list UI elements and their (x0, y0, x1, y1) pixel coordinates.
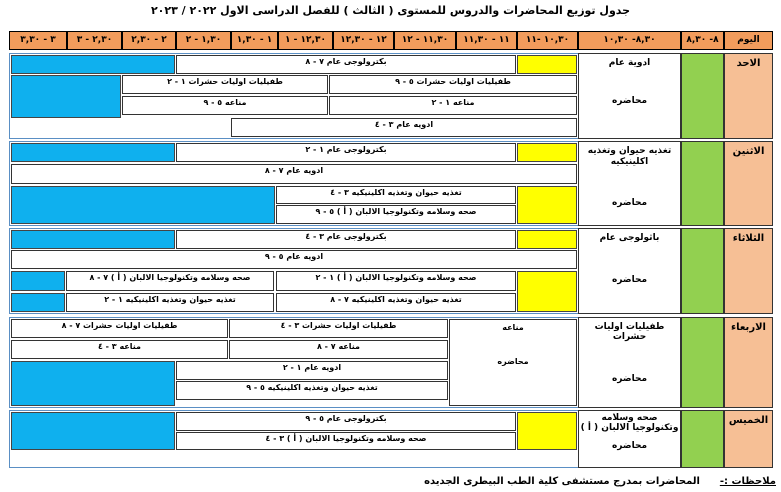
session-cell: تغذيه حيوان وتغذيه اكلينيكيه ١ - ٢ (66, 293, 274, 312)
free-slot (11, 412, 175, 450)
header-time: ٣ - ٣,٣٠ (9, 31, 67, 50)
day-label: الاحد (724, 53, 773, 139)
lecture-cell (449, 319, 577, 406)
session-cell: بكترولوجى عام ٧ - ٨ (176, 55, 516, 74)
free-slot (11, 230, 175, 249)
green-slot (681, 53, 724, 139)
header-time: ٢,٣٠ - ٣ (67, 31, 122, 50)
free-slot (11, 293, 65, 312)
lecture-label: محاضره (611, 96, 648, 106)
lecture-cell (578, 228, 681, 314)
lecture-label: محاضره (611, 198, 648, 208)
break-slot (517, 55, 577, 74)
header-time: ٨,٣٠- ١٠,٣٠ (578, 31, 681, 50)
break-slot (517, 143, 577, 162)
page-title: جدول توزيع المحاضرات والدروس للمستوى ( الثالث ) للفصل الدراسى الاول ٢٠٢٢ / ٢٠٢٣ (150, 4, 631, 17)
session-cell: ادويه عام ٧ - ٨ (11, 164, 577, 184)
free-slot (11, 271, 65, 291)
lecture-label: محاضره (497, 357, 529, 366)
session-cell: طفيليات اوليات حشرات ٥ - ٩ (329, 75, 577, 94)
break-slot (517, 412, 577, 450)
lecture-cell (578, 410, 681, 468)
free-slot (11, 55, 175, 74)
lecture-label: محاضره (611, 374, 648, 384)
header-time: ١١,٣٠ - ١٢ (394, 31, 456, 50)
green-slot (681, 141, 724, 226)
lecture-subject: مناعه (502, 323, 524, 332)
lecture-cell (578, 53, 681, 139)
header-time: ١٢ - ١٢,٣٠ (333, 31, 394, 50)
session-cell: مناعه ٧ - ٨ (229, 340, 448, 359)
lecture-subject: صحه وسلامه وتكنولوجيا الالبان ( أ ) (580, 413, 679, 433)
free-slot (11, 75, 121, 118)
header-time: ١,٣٠ - ٢ (176, 31, 231, 50)
lecture-subject: باثولوجى عام (599, 233, 660, 243)
day-label: الثلاثاء (724, 228, 773, 314)
session-cell: بكترولوجى عام ٥ - ٩ (176, 412, 516, 431)
day-label: الاربعاء (724, 317, 773, 408)
lecture-label: محاضره (611, 275, 648, 285)
free-slot (11, 143, 175, 162)
header-time: ١٠,٣٠ -١١ (517, 31, 578, 50)
lecture-subject: تغذيه حيوان وتغذيه اكلينيكيه (587, 146, 672, 167)
session-cell: صحه وسلامه وتكنولوجيا الالبان ( أ ) ٣ - ٤ (176, 432, 516, 450)
session-cell: صحه وسلامه وتكنولوجيا الالبان ( أ ) ٧ - ٨ (66, 271, 274, 291)
session-cell: بكترولوجى عام ١ - ٢ (176, 143, 516, 162)
day-label: الخميس (724, 410, 773, 468)
session-cell: صحه وسلامه وتكنولوجيا الالبان ( أ ) ٥ - ٩ (276, 205, 516, 224)
session-cell: تغذيه حيوان وتغذيه اكلينيكيه ٣ - ٤ (276, 186, 516, 204)
session-cell: تغذيه حيوان وتغذيه اكلينيكيه ٥ - ٩ (176, 381, 448, 400)
header-time: ٢ - ٢,٣٠ (122, 31, 176, 50)
lecture-subject: ادوية عام (608, 58, 651, 68)
session-cell: مناعه ١ - ٢ (329, 96, 577, 115)
notes-label: ملاحظات :- (719, 476, 776, 487)
lecture-label: محاضره (611, 441, 648, 451)
header-time: ٨- ٨,٣٠ (681, 31, 724, 50)
session-cell: ادويه عام ٥ - ٩ (11, 250, 577, 269)
session-cell: طفيليات اوليات حشرات ٧ - ٨ (11, 319, 228, 338)
header-time: ١٢,٣٠ - ١ (278, 31, 333, 50)
green-slot (681, 410, 724, 468)
lecture-cell (578, 141, 681, 226)
session-cell: طفيليات اوليات حشرات ٣ - ٤ (229, 319, 448, 338)
header-day: اليوم (724, 31, 773, 50)
session-cell: صحه وسلامه وتكنولوجيا الالبان ( أ ) ١ - ٢ (276, 271, 516, 291)
free-slot (11, 361, 175, 406)
free-slot (11, 186, 275, 224)
session-cell: بكترولوجى عام ٣ - ٤ (176, 230, 516, 249)
break-slot (517, 186, 577, 224)
header-time: ١ - ١,٣٠ (231, 31, 278, 50)
green-slot (681, 317, 724, 408)
green-slot (681, 228, 724, 314)
session-cell: مناعه ٥ - ٩ (122, 96, 328, 115)
lecture-cell (578, 317, 681, 408)
break-slot (517, 230, 577, 249)
session-cell: مناعه ٣ - ٤ (11, 340, 228, 359)
session-cell: طفيليات اوليات حشرات ١ - ٢ (122, 75, 328, 94)
break-slot (517, 271, 577, 312)
header-time: ١١ - ١١,٣٠ (456, 31, 517, 50)
session-cell: ادويه عام ٣ - ٤ (231, 118, 577, 137)
day-label: الاثنين (724, 141, 773, 226)
session-cell: تغذيه حيوان وتغذيه اكلينيكيه ٧ - ٨ (276, 293, 516, 312)
lecture-subject: طفيليات اوليات حشرات (594, 322, 665, 342)
notes-text: المحاضرات بمدرج مستشفى كلية الطب البيطرى الجديده (424, 476, 700, 487)
session-cell: ادويه عام ١ - ٢ (176, 361, 448, 380)
